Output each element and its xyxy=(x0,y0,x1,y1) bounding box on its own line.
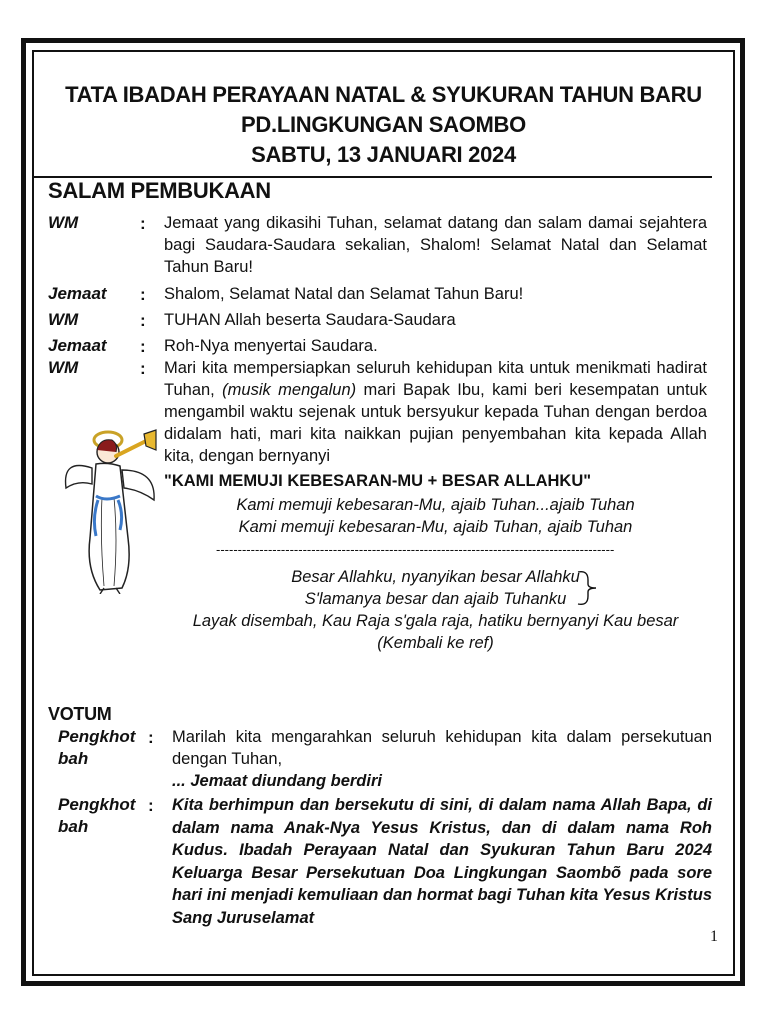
song-lyric: Besar Allahku, nyanyikan besar Allahku xyxy=(291,568,580,586)
text-segment: mari Bapak Ibu, kami beri kesempatan untuk mengambil waktu sejenak untuk bersyukur kepada Tuhan dengan berdoa didalam hati, mari kita naikkan pujian penyembahan kita kepada Allah kita, dengan bernyanyi xyxy=(164,381,707,465)
liturgy-text: TUHAN Allah beserta Saudara-Saudara xyxy=(164,311,456,329)
song-lyric: S'lamanya besar dan ajaib Tuhanku xyxy=(304,590,567,608)
song-lyric: Layak disembah, Kau Raja s'gala raja, hatiku bernyanyi Kau besar xyxy=(192,612,679,630)
song-title: "KAMI MEMUJI KEBESARAN-MU + BESAR ALLAHKU" xyxy=(164,472,592,490)
liturgy-text: Kita berhimpun dan bersekutu di sini, di dalam nama Allah Bapa, di dalam nama Anak-Nya Yesus Kristus, dan di dalam nama Roh Kudus. Ibadah Perayaan Natal dan Syukuran Tahun Baru 2024 Keluarga Besar Persekutuan Doa Lingkungan Saombõ pada sore hari ini menjadi kemuliaan dan hormat bagi Tuhan kita Yesus Kristus Sang Juruselamat xyxy=(172,796,712,927)
liturgy-text xyxy=(164,357,707,467)
speaker-label xyxy=(58,726,138,770)
colon: : xyxy=(140,214,146,233)
song-lyric: Kami memuji kebesaran-Mu, ajaib Tuhan...ajaib Tuhan xyxy=(236,496,635,514)
liturgy-text: Roh-Nya menyertai Saudara. xyxy=(164,337,378,355)
speaker-label-part: Pengkhot xyxy=(58,795,136,814)
speaker-label xyxy=(58,794,138,838)
section-heading-votum: VOTUM xyxy=(48,704,112,724)
song-divider: -------------------------------------------------------------------------------------------- xyxy=(216,542,615,557)
colon: : xyxy=(140,359,146,378)
liturgy-text: Shalom, Selamat Natal dan Selamat Tahun Baru! xyxy=(164,285,524,303)
speaker-label: WM xyxy=(48,213,79,232)
speaker-label-part: bah xyxy=(58,817,89,836)
speaker-label: WM xyxy=(48,358,79,377)
speaker-label: WM xyxy=(48,310,79,329)
colon: : xyxy=(140,311,146,330)
song-lyric: Kami memuji kebesaran-Mu, ajaib Tuhan, ajaib Tuhan xyxy=(238,518,633,536)
page-number: 1 xyxy=(710,928,718,945)
stage-direction: (musik mengalun) xyxy=(222,381,357,399)
text-segment: Mari kita mempersiapkan seluruh kehidupan kita untuk menikmati hadirat Tuhan, xyxy=(164,359,707,399)
speaker-label-part: bah xyxy=(58,749,89,768)
document-title xyxy=(32,80,735,170)
angel-with-trumpet-icon xyxy=(56,418,168,594)
colon: : xyxy=(148,728,154,747)
speaker-label: Jemaat xyxy=(48,284,107,303)
repeat-brace-icon xyxy=(576,568,600,608)
speaker-label: Jemaat xyxy=(48,336,107,355)
colon: : xyxy=(148,796,154,815)
title-line-1: TATA IBADAH PERAYAAN NATAL & SYUKURAN TAHUN BARU xyxy=(65,82,702,107)
colon: : xyxy=(140,285,146,304)
title-line-2: PD.LINGKUNGAN SAOMBO xyxy=(241,112,526,137)
congregation-instruction: ... Jemaat diundang berdiri xyxy=(172,772,382,790)
song-instruction: (Kembali ke ref) xyxy=(377,634,494,652)
section-heading-salam: SALAM PEMBUKAAN xyxy=(48,178,271,203)
colon: : xyxy=(140,337,146,356)
liturgy-text: Marilah kita mengarahkan seluruh kehidupan kita dalam persekutuan dengan Tuhan, xyxy=(172,728,712,768)
liturgy-text: Jemaat yang dikasihi Tuhan, selamat datang dan salam damai sejahtera bagi Saudara-Saudara sekalian, Shalom! Selamat Natal dan Selamat Tahun Baru! xyxy=(164,214,707,276)
speaker-label-part: Pengkhot xyxy=(58,727,136,746)
title-line-3: SABTU, 13 JANUARI 2024 xyxy=(251,142,516,167)
